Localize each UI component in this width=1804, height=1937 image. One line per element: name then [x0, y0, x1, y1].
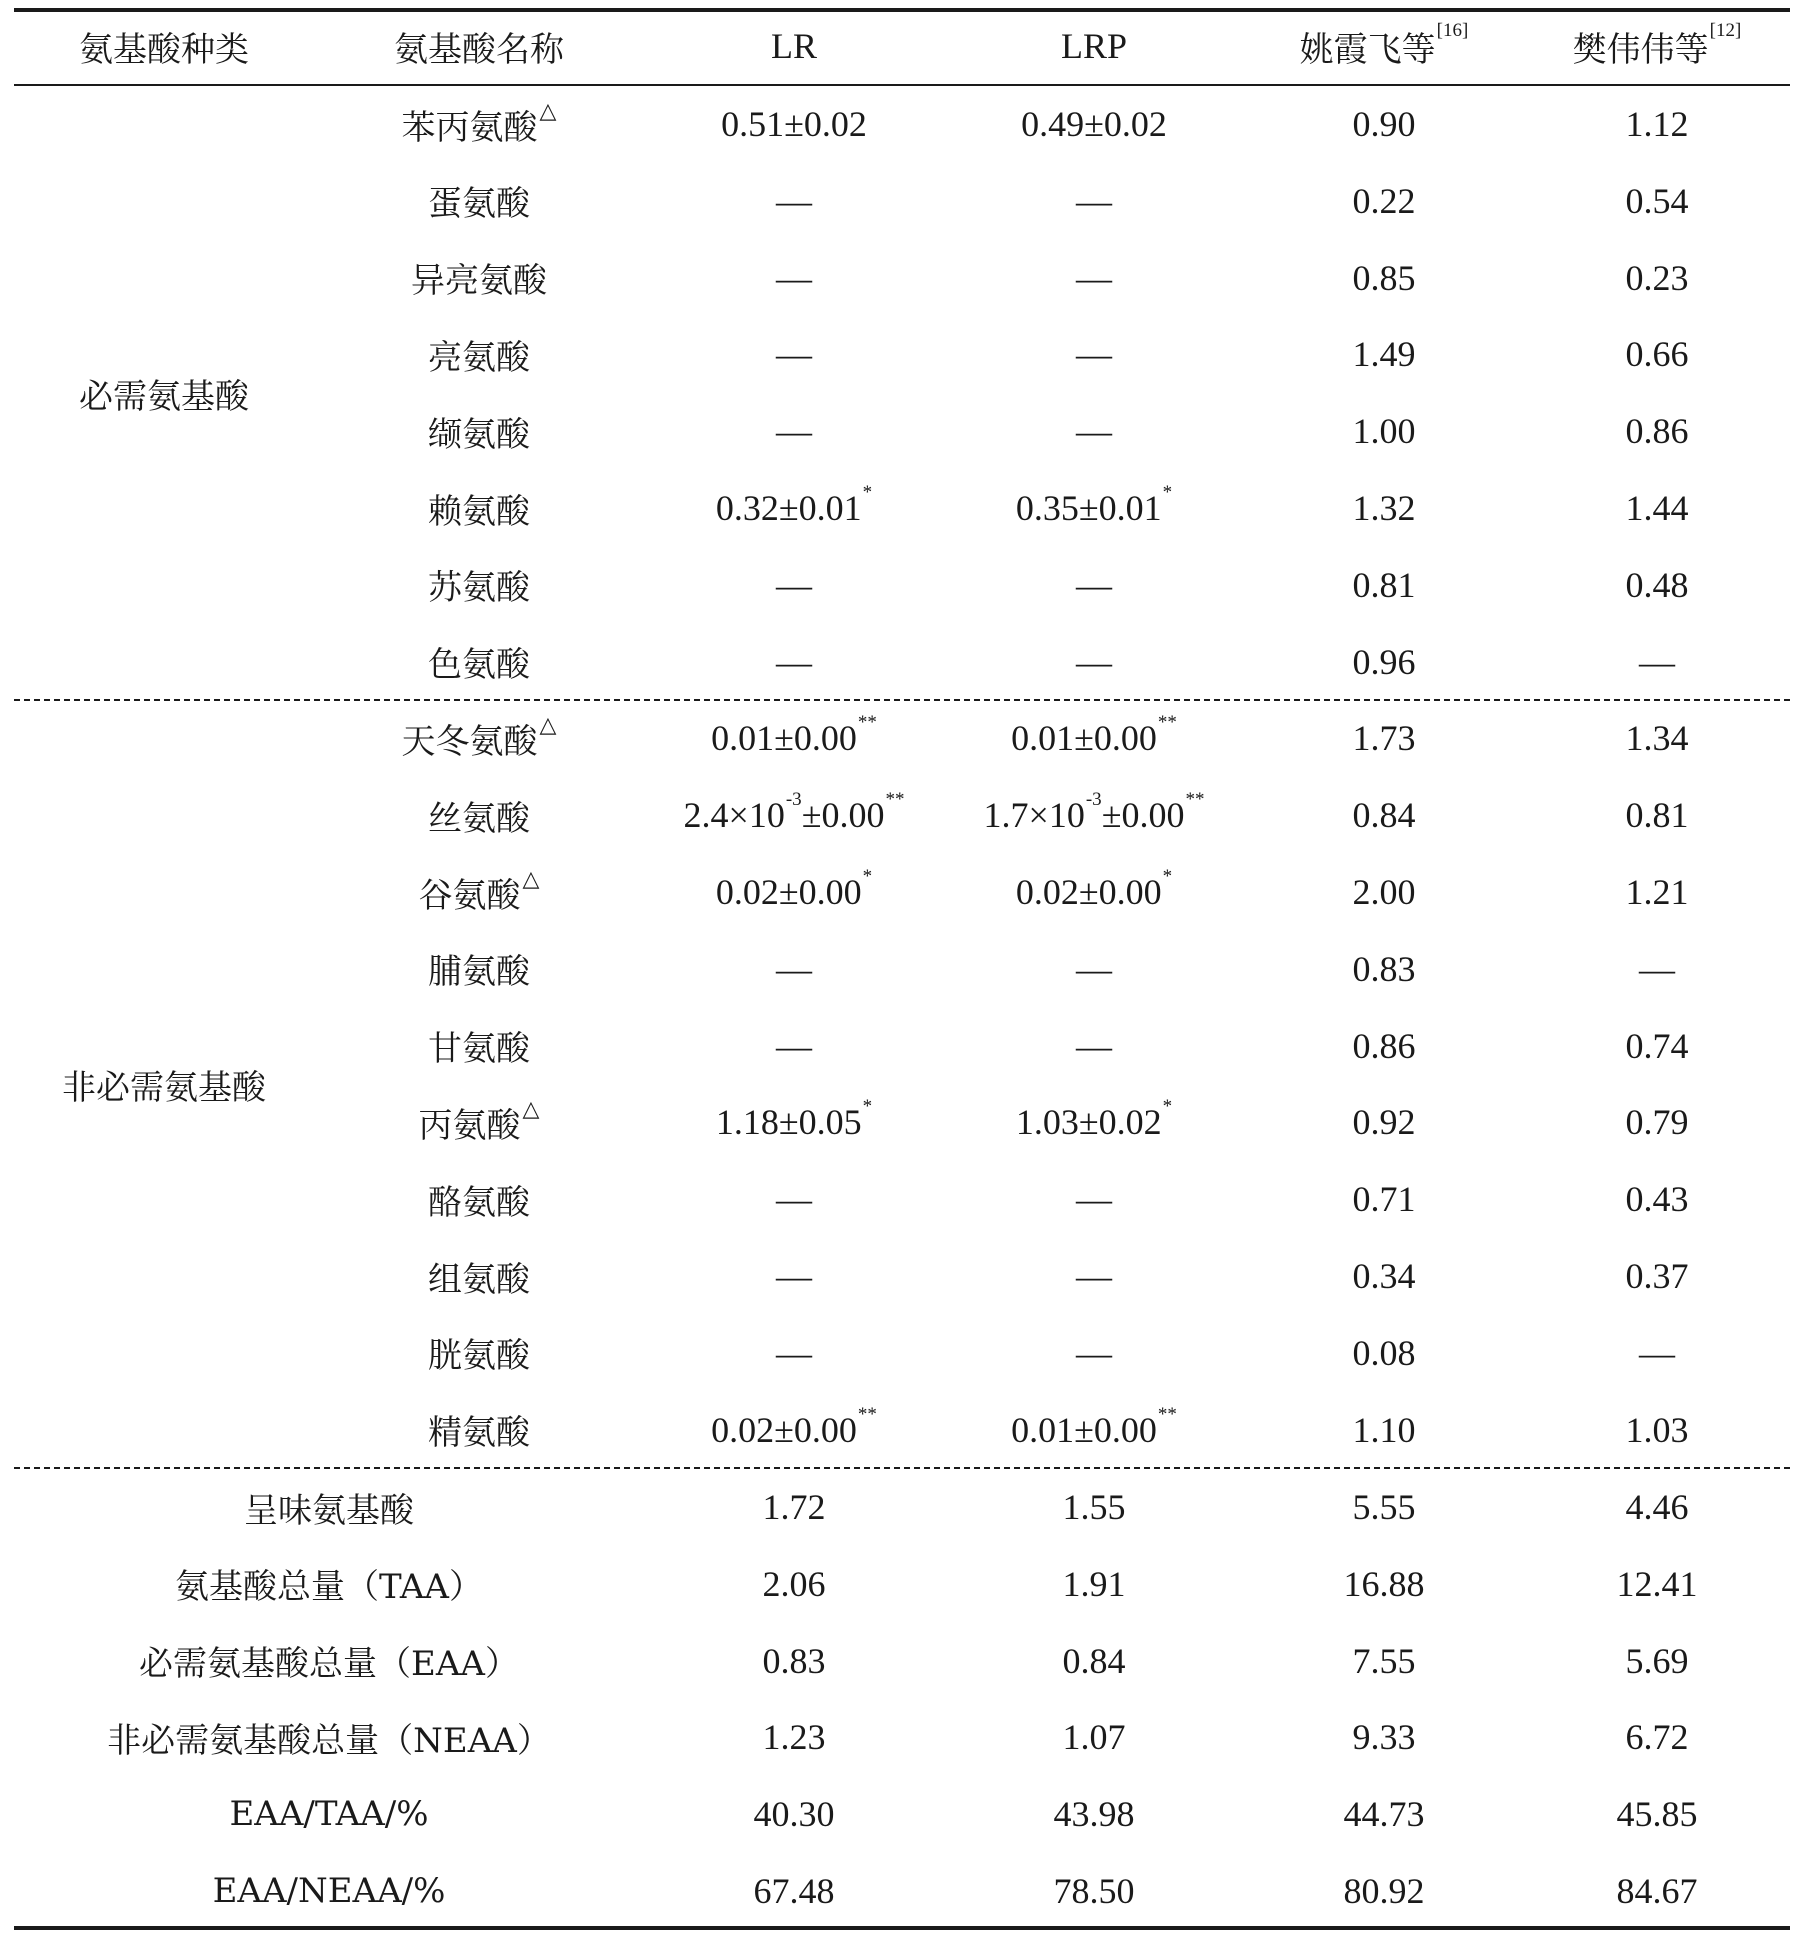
significance-mark: ** — [885, 789, 905, 811]
lrp-value — [944, 171, 1244, 231]
summary-label: 呈味氨基酸 — [244, 1490, 414, 1531]
summary-fan-value: 84.67 — [1616, 1871, 1698, 1911]
summary-fan-value: 4.46 — [1625, 1487, 1689, 1527]
fan-value: 1.34 — [1625, 718, 1689, 759]
lr-value — [644, 708, 944, 768]
header-rule — [14, 84, 1790, 86]
yao-value: 0.85 — [1352, 257, 1416, 298]
summary-fan-value: 6.72 — [1625, 1717, 1689, 1758]
amino-acid-name-text: 天冬氨酸 — [401, 721, 538, 762]
lr-value — [644, 939, 944, 999]
amino-acid-name — [314, 1169, 644, 1229]
lrp-base: 1.7×10 — [983, 795, 1085, 836]
summary-label: 非必需氨基酸总量（NEAA） — [107, 1720, 551, 1761]
header-fan-label: 樊伟伟等 — [1572, 29, 1709, 70]
summary-yao-value: 9.33 — [1352, 1717, 1416, 1758]
summary-lr-value: 0.83 — [762, 1640, 826, 1681]
lrp-value — [944, 1016, 1244, 1076]
fan-value: 0.54 — [1625, 180, 1689, 221]
summary-yao-value: 44.73 — [1343, 1794, 1425, 1835]
lrp-base: — — [1076, 1179, 1112, 1220]
fan-value: — — [1639, 948, 1675, 989]
amino-acid-name-text: 胱氨酸 — [428, 1336, 530, 1377]
lrp-base: 0.01±0.00 — [1011, 1409, 1157, 1450]
summary-fan-value: 45.85 — [1616, 1794, 1698, 1835]
lr-base: 0.51±0.02 — [721, 104, 867, 144]
amino-acid-name-text: 缬氨酸 — [428, 414, 530, 455]
amino-acid-name — [314, 1323, 644, 1383]
lr-base: — — [776, 334, 812, 375]
significance-mark: ** — [1185, 789, 1205, 811]
fan-value: 0.66 — [1625, 334, 1689, 375]
summary-lr-value: 40.30 — [753, 1794, 835, 1835]
summary-label: EAA/NEAA/% — [212, 1871, 446, 1911]
lr-base: 0.01±0.00 — [711, 718, 857, 759]
summary-fan-value: 5.69 — [1625, 1640, 1689, 1681]
yao-value: 0.86 — [1352, 1025, 1416, 1066]
significance-mark: ** — [1157, 712, 1177, 734]
lr-value — [644, 1092, 944, 1152]
amino-acid-name-text: 组氨酸 — [428, 1259, 530, 1300]
header-category: 氨基酸种类 — [79, 29, 249, 70]
lrp-base: — — [1076, 411, 1112, 452]
lrp-value — [944, 555, 1244, 615]
summary-lrp-value: 1.07 — [1062, 1717, 1126, 1758]
amino-acid-name — [314, 1092, 644, 1152]
amino-acid-name — [314, 248, 644, 308]
lrp-base: 0.01±0.00 — [1011, 718, 1157, 759]
lrp-base: 0.49±0.02 — [1021, 104, 1167, 144]
amino-acid-name-text: 酪氨酸 — [428, 1182, 530, 1223]
fan-value: 0.81 — [1625, 795, 1689, 836]
fan-value: — — [1639, 641, 1675, 682]
fan-value: 1.12 — [1625, 104, 1689, 144]
lrp-value — [944, 1400, 1244, 1460]
lr-base: — — [776, 948, 812, 989]
yao-value: 1.49 — [1352, 334, 1416, 375]
amino-acid-name-text: 异亮氨酸 — [411, 261, 547, 302]
lr-base: — — [776, 564, 812, 605]
lr-base: — — [776, 1332, 812, 1373]
yao-value: 0.81 — [1352, 564, 1416, 605]
amino-acid-name — [314, 632, 644, 692]
lrp-value — [944, 708, 1244, 768]
yao-value: 0.92 — [1352, 1102, 1416, 1143]
lr-value — [644, 94, 944, 154]
fan-value: 0.74 — [1625, 1025, 1689, 1066]
lrp-value — [944, 939, 1244, 999]
lr-value — [644, 248, 944, 308]
summary-yao-value: 80.92 — [1343, 1871, 1425, 1911]
lrp-base: — — [1076, 257, 1112, 298]
lrp-base: 0.02±0.00 — [1015, 872, 1162, 912]
lr-base: — — [776, 1256, 812, 1296]
lr-value — [644, 1323, 944, 1383]
summary-lrp-value: 43.98 — [1053, 1794, 1135, 1835]
lrp-value — [944, 1246, 1244, 1306]
lr-base: 1.18±0.05 — [715, 1102, 862, 1143]
summary-lrp-value: 78.50 — [1053, 1871, 1135, 1911]
fan-value: 1.21 — [1625, 872, 1689, 912]
taste-marker: △ — [539, 98, 557, 124]
lrp-base: — — [1076, 334, 1112, 375]
lrp-value — [944, 1092, 1244, 1152]
fan-value: 0.23 — [1625, 257, 1689, 298]
summary-yao-value: 16.88 — [1343, 1563, 1425, 1604]
lrp-value — [944, 324, 1244, 384]
yao-value: 1.73 — [1352, 718, 1416, 759]
significance-mark: * — [862, 866, 873, 887]
amino-acid-name — [314, 939, 644, 999]
lrp-value — [944, 248, 1244, 308]
lrp-base: — — [1076, 641, 1112, 682]
header-lr: LR — [770, 26, 817, 66]
amino-acid-table — [14, 0, 1790, 1937]
amino-acid-name — [314, 785, 644, 845]
lrp-base: — — [1076, 1332, 1112, 1373]
yao-value: 0.71 — [1352, 1179, 1416, 1220]
taste-marker: △ — [522, 1096, 540, 1122]
amino-acid-name-text: 苯丙氨酸 — [401, 107, 538, 148]
amino-acid-name — [314, 478, 644, 538]
summary-fan-value: 12.41 — [1616, 1563, 1698, 1604]
lr-base: — — [776, 1179, 812, 1220]
top-rule — [14, 8, 1790, 12]
lr-base: — — [776, 411, 812, 452]
lrp-exponent: -3 — [1085, 789, 1102, 811]
yao-value: 0.96 — [1352, 641, 1416, 682]
amino-acid-name — [314, 401, 644, 461]
amino-acid-name-text: 精氨酸 — [428, 1413, 530, 1454]
lr-value — [644, 171, 944, 231]
lrp-value — [944, 401, 1244, 461]
header-yao-ref: [16] — [1436, 20, 1469, 41]
lr-value — [644, 632, 944, 692]
amino-acid-name — [314, 862, 644, 922]
yao-value: 0.84 — [1352, 795, 1416, 836]
lr-value — [644, 1016, 944, 1076]
summary-label: EAA/TAA/% — [229, 1794, 429, 1835]
lr-value — [644, 1246, 944, 1306]
lrp-value — [944, 862, 1244, 922]
significance-mark: * — [862, 482, 873, 503]
header-lrp: LRP — [1060, 26, 1128, 66]
lr-value — [644, 555, 944, 615]
fan-value: 0.79 — [1625, 1102, 1689, 1143]
summary-label: 氨基酸总量（TAA） — [175, 1567, 483, 1608]
header-yao-label: 姚霞飞等 — [1299, 29, 1436, 70]
yao-value: 0.90 — [1352, 104, 1416, 144]
lrp-value — [944, 1323, 1244, 1383]
lr-value — [644, 401, 944, 461]
amino-acid-name-text: 色氨酸 — [428, 645, 530, 686]
fan-value: — — [1639, 1332, 1675, 1373]
yao-value: 0.83 — [1352, 948, 1416, 989]
fan-value: 0.86 — [1625, 411, 1689, 452]
lrp-value — [944, 632, 1244, 692]
group-nonessential: 非必需氨基酸 — [62, 1067, 266, 1108]
summary-lr-value: 67.48 — [753, 1871, 835, 1911]
significance-mark: ** — [1157, 1403, 1177, 1425]
amino-acid-name — [314, 171, 644, 231]
lr-base: 0.32±0.01 — [715, 488, 862, 528]
amino-acid-name — [314, 1016, 644, 1076]
lr-base: — — [776, 641, 812, 682]
summary-lr-value: 1.72 — [762, 1487, 826, 1527]
lr-exponent: -3 — [785, 789, 802, 811]
group-essential: 必需氨基酸 — [79, 376, 249, 417]
summary-lrp-value: 0.84 — [1062, 1640, 1126, 1681]
summary-yao-value: 7.55 — [1352, 1640, 1416, 1681]
lr-value — [644, 862, 944, 922]
lrp-base: — — [1076, 1025, 1112, 1066]
summary-lrp-value: 1.91 — [1062, 1563, 1126, 1604]
fan-value: 1.44 — [1625, 488, 1689, 528]
header-fan-ref: [12] — [1709, 20, 1742, 41]
amino-acid-name — [314, 555, 644, 615]
amino-acid-name-text: 蛋氨酸 — [428, 184, 530, 225]
yao-value: 0.34 — [1352, 1256, 1416, 1296]
amino-acid-name-text: 丝氨酸 — [428, 798, 530, 839]
lrp-base: — — [1076, 1256, 1112, 1296]
amino-acid-name — [314, 1400, 644, 1460]
significance-mark: ** — [857, 1403, 877, 1425]
lr-value — [644, 478, 944, 538]
fan-value: 0.43 — [1625, 1179, 1689, 1220]
amino-acid-name-text: 丙氨酸 — [418, 1105, 521, 1146]
lrp-base: — — [1076, 180, 1112, 221]
lrp-base: — — [1076, 948, 1112, 989]
summary-divider — [14, 1467, 1790, 1469]
lr-base: — — [776, 180, 812, 221]
amino-acid-name — [314, 708, 644, 768]
significance-mark: ** — [857, 712, 877, 734]
lr-base: 2.4×10 — [683, 795, 785, 836]
amino-acid-name — [314, 1246, 644, 1306]
amino-acid-name-text: 亮氨酸 — [428, 337, 530, 378]
group-divider — [14, 699, 1790, 701]
yao-value: 0.08 — [1352, 1332, 1416, 1373]
lr-base: 0.02±0.00 — [711, 1409, 857, 1450]
yao-value: 0.22 — [1352, 180, 1416, 221]
summary-label: 必需氨基酸总量（EAA） — [139, 1644, 519, 1685]
lrp-value — [944, 785, 1244, 845]
amino-acid-name — [314, 324, 644, 384]
amino-acid-name-text: 赖氨酸 — [428, 491, 530, 532]
significance-mark: * — [862, 1096, 873, 1118]
yao-value: 1.00 — [1352, 411, 1416, 452]
amino-acid-name-text: 脯氨酸 — [428, 952, 530, 993]
fan-value: 0.48 — [1625, 564, 1689, 605]
lr-value — [644, 1400, 944, 1460]
bottom-rule — [14, 1926, 1790, 1930]
yao-value: 2.00 — [1352, 872, 1416, 912]
lr-base: — — [776, 257, 812, 298]
lrp-tail: ±0.00 — [1101, 795, 1185, 836]
fan-value: 0.37 — [1625, 1256, 1689, 1296]
lr-value — [644, 785, 944, 845]
lr-value — [644, 324, 944, 384]
taste-marker: △ — [539, 712, 557, 738]
header-name: 氨基酸名称 — [394, 29, 564, 70]
significance-mark: * — [1162, 1096, 1173, 1118]
amino-acid-name — [314, 94, 644, 154]
fan-value: 1.03 — [1625, 1409, 1689, 1450]
yao-value: 1.32 — [1352, 488, 1416, 528]
amino-acid-name-text: 谷氨酸 — [418, 875, 521, 916]
lr-tail: ±0.00 — [801, 795, 885, 836]
lrp-base: 0.35±0.01 — [1015, 488, 1162, 528]
taste-marker: △ — [522, 866, 540, 892]
yao-value: 1.10 — [1352, 1409, 1416, 1450]
significance-mark: * — [1162, 866, 1173, 887]
lrp-value — [944, 94, 1244, 154]
lr-base: 0.02±0.00 — [715, 872, 862, 912]
lrp-value — [944, 478, 1244, 538]
lrp-base: 1.03±0.02 — [1015, 1102, 1162, 1143]
amino-acid-name-text: 甘氨酸 — [428, 1029, 530, 1070]
summary-lrp-value: 1.55 — [1062, 1487, 1126, 1527]
summary-lr-value: 2.06 — [762, 1563, 826, 1604]
amino-acid-name-text: 苏氨酸 — [428, 568, 530, 609]
significance-mark: * — [1162, 482, 1173, 503]
summary-yao-value: 5.55 — [1352, 1487, 1416, 1527]
lr-base: — — [776, 1025, 812, 1066]
header-fan — [1524, 16, 1790, 76]
summary-lr-value: 1.23 — [762, 1717, 826, 1758]
lrp-base: — — [1076, 564, 1112, 605]
header-yao — [1244, 16, 1524, 76]
lr-value — [644, 1169, 944, 1229]
lrp-value — [944, 1169, 1244, 1229]
